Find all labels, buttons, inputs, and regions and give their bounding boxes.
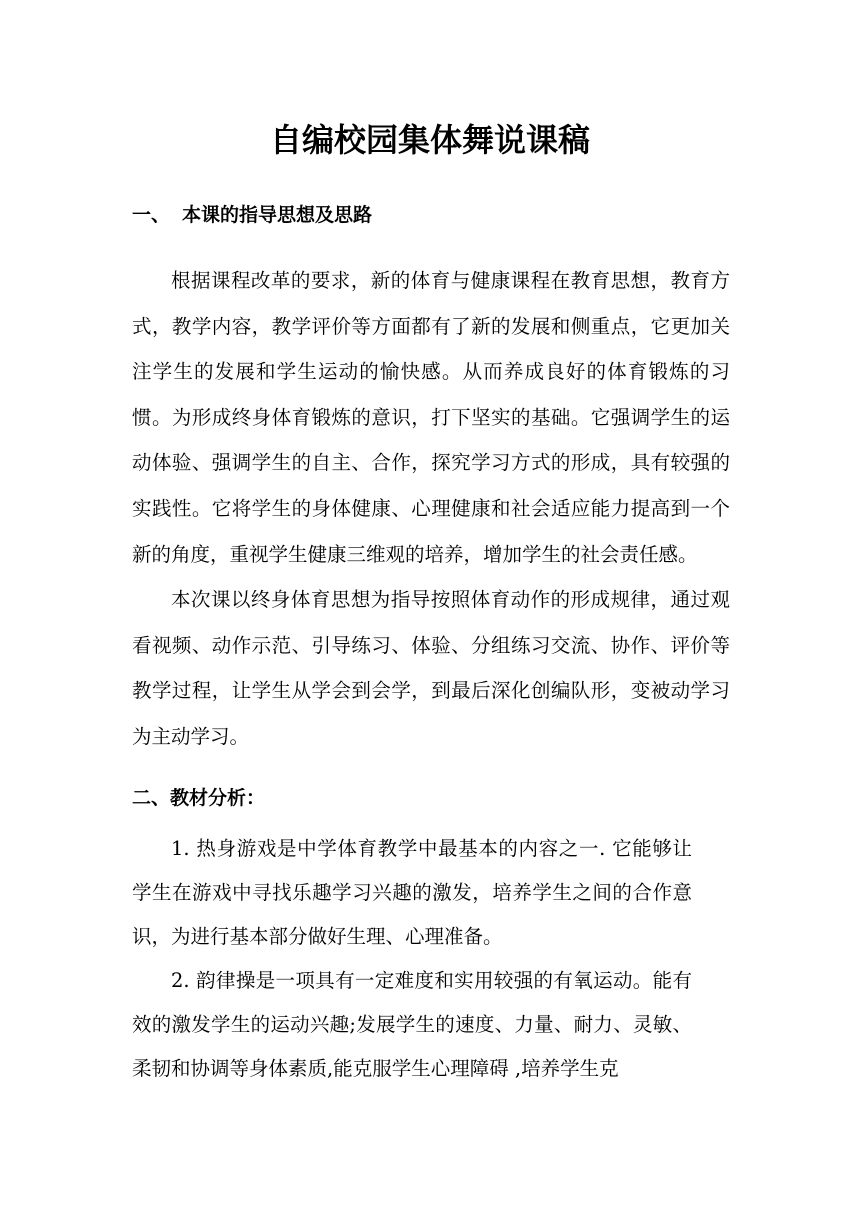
section-2-heading: 二、教材分析： <box>132 787 266 809</box>
section-1-paragraph-1: 根据课程改革的要求，新的体育与健康课程在教育思想，教育方式，教学内容，教学评价等方面都有了新的发展和侧重点，它更加关注学生的发展和学生运动的愉快感。从而养成良好的体育锻炼的习惯。为形成终身体育锻炼的意识，打下坚实的基础。它强调学生的运动体验、强调学生的自主、合作，探究学习方式的形成，具有较强的实践性。它将学生的身体健康、心理健康和社会适应能力提高到一个新的角度，重视学生健康三维观的培养，增加学生的社会责任感。 <box>132 269 730 566</box>
section-1-heading-text: 本课的指导思想及思路 <box>182 204 373 226</box>
document-title: 自编校园集体舞说课稿 <box>269 121 590 159</box>
section-1-paragraph-2: 本次课以终身体育思想为指导按照体育动作的形成规律，通过观看视频、动作示范、引导练习、体验、分组练习交流、协作、评价等教学过程，让学生从学会到会学，到最后深化创编队形，变被动学习为主动学习。 <box>132 588 730 748</box>
section-1-number: 一、 <box>132 204 171 226</box>
section-1-heading <box>132 200 372 230</box>
section-2-paragraph-2: 2. 韵律操是一项具有一定难度和实用较强的有氧运动。能有效的激发学生的运动兴趣;发展学生的速度、力量、耐力、灵敏、柔韧和协调等身体素质,能克服学生心理障碍 ,培养学生克 <box>132 969 692 1080</box>
section-2-paragraph-1: 1. 热身游戏是中学体育教学中最基本的内容之一. 它能够让学生在游戏中寻找乐趣学习兴趣的激发，培养学生之间的合作意识，为进行基本部分做好生理、心理准备。 <box>132 837 692 948</box>
